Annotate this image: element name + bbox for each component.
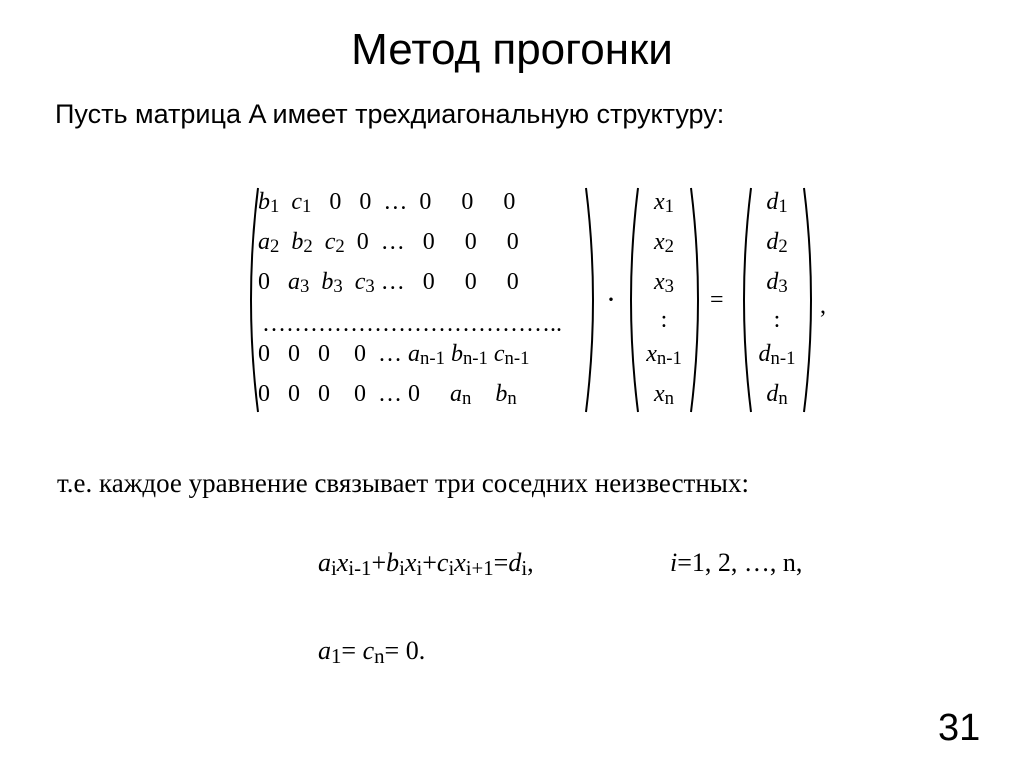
matrix-a-row-n: 0 0 0 0 … 0 $a_n$ $b_n$ [258, 381, 517, 410]
page-number: 31 [938, 707, 981, 749]
multiply-dot: · [606, 283, 616, 316]
vector-d-2: $d_2$ [766, 229, 788, 258]
vector-d-right-bracket [800, 186, 820, 414]
matrix-a-right-bracket [582, 186, 602, 414]
equation-boundary: $a_1= c_n= 0$. [318, 636, 426, 669]
vector-d-vdots: : [773, 307, 781, 333]
vector-d-n: $d_n$ [766, 381, 788, 410]
vector-d-n-minus-1: $d_{n-1}$ [758, 341, 796, 370]
vector-x-n-minus-1: $x_{n-1}$ [646, 341, 682, 370]
trailing-comma: , [820, 293, 826, 319]
matrix-a-row-2: $a_2$ $b_2$ $c_2$ 0 … 0 0 0 [258, 229, 519, 258]
equation-recurrence: $a_ix_{i-1}+b_ix_i+c_ix_{i+1}=d_i$, [318, 548, 534, 581]
matrix-a-dots-row: ……………………………….. [262, 311, 562, 337]
vector-d-3: $d_3$ [766, 269, 788, 298]
vector-x-right-bracket [687, 186, 707, 414]
vector-d-1: $d_1$ [766, 189, 788, 218]
equation-index-range: i=1, 2, …, n, [670, 548, 803, 577]
matrix-a-row-1: $b_1$ $c_1$ 0 0 … 0 0 0 [258, 189, 516, 218]
slide-subtitle: Пусть матрица A имеет трехдиагональную структуру: [55, 99, 725, 129]
caption-text: т.е. каждое уравнение связывает три соседних неизвестных: [57, 468, 749, 498]
vector-x-vdots: : [660, 307, 668, 333]
vector-d-left-bracket [735, 186, 755, 414]
matrix-a-row-n-minus-1: 0 0 0 0 … $a_{n-1}$ $b_{n-1}$ $c_{n-1}$ [258, 341, 530, 370]
slide-title: Метод прогонки [351, 25, 673, 74]
vector-x-n: $x_n$ [653, 381, 675, 410]
vector-x-2: $x_2$ [653, 229, 675, 258]
vector-x-left-bracket [622, 186, 642, 414]
vector-x-3: $x_3$ [653, 269, 675, 298]
matrix-a-row-3: 0 $a_3$ $b_3$ $c_3$ … 0 0 0 [258, 269, 519, 298]
equals-sign: = [710, 287, 724, 313]
vector-x-1: $x_1$ [653, 189, 675, 218]
